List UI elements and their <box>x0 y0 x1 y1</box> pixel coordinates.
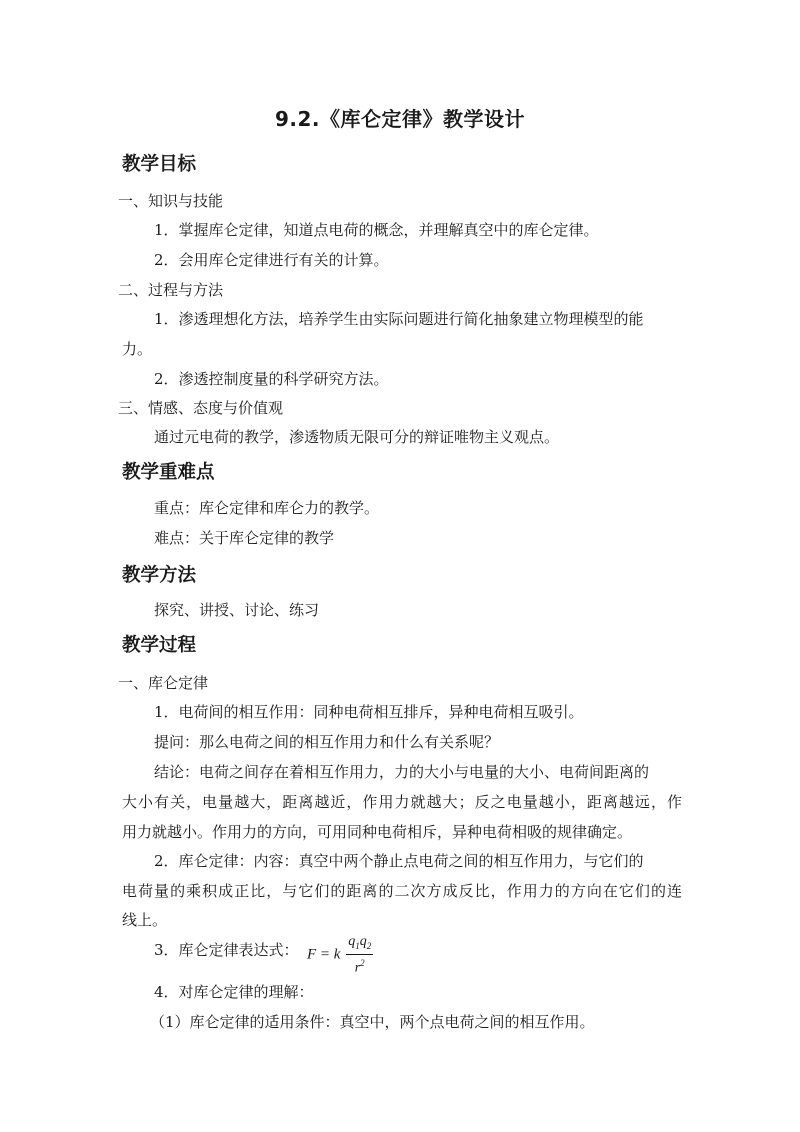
formula-lhs: F <box>307 946 317 963</box>
formula-fraction <box>346 934 373 976</box>
goals-item-2-1b: 力。 <box>122 340 153 358</box>
heading-process: 教学过程 <box>122 635 197 656</box>
process-p1: 1．电荷间的相互作用：同种电荷相互排斥，异种电荷相互吸引。 <box>154 703 584 721</box>
heading-keypoints: 教学重难点 <box>122 462 215 483</box>
document-title: 9.2.《库仑定律》教学设计 <box>274 107 526 131</box>
process-sub-coulomb: 一、库仑定律 <box>118 674 209 692</box>
num-q1: q <box>348 934 356 949</box>
process-p4: 4．对库仑定律的理解： <box>154 983 314 1001</box>
process-question: 提问：那么电荷之间的相互作用力和什么有关系呢？ <box>154 733 500 751</box>
process-p2-a: 2．库仑定律：内容：真空中两个静止点电荷之间的相互作用力，与它们的 <box>154 852 644 870</box>
goals-item-2-2: 2．渗透控制度量的科学研究方法。 <box>154 370 389 388</box>
num-q2: q <box>359 934 367 949</box>
process-p2-b: 电荷量的乘积成正比，与它们的距离的二次方成反比，作用力的方向在它们的连 <box>122 882 682 900</box>
keypoint-difficult: 难点：关于库仑定律的教学 <box>154 529 335 547</box>
goals-item-1-1: 1．掌握库仑定律，知道点电荷的概念，并理解真空中的库仑定律。 <box>154 221 599 239</box>
methods-text: 探究、讲授、讨论、练习 <box>154 601 320 619</box>
process-conclusion-a: 结论：电荷之间存在着相互作用力，力的大小与电量的大小、电荷间距离的 <box>154 763 650 781</box>
goals-sub-knowledge: 一、知识与技能 <box>118 192 224 210</box>
heading-methods: 教学方法 <box>122 565 197 586</box>
goals-item-1-2: 2．会用库仑定律进行有关的计算。 <box>154 251 389 269</box>
goals-item-2-1a: 1．渗透理想化方法，培养学生由实际问题进行简化抽象建立物理模型的能 <box>154 310 644 328</box>
goals-sub-process: 二、过程与方法 <box>118 281 224 299</box>
goals-sub-attitude: 三、情感、态度与价值观 <box>118 399 284 417</box>
heading-goals: 教学目标 <box>122 154 197 175</box>
process-p4-1: （1）库仑定律的适用条件：真空中，两个点电荷之间的相互作用。 <box>150 1013 595 1031</box>
process-conclusion-b: 大小有关，电量越大，距离越近，作用力就越大；反之电量越小，距离越远，作 <box>122 793 682 811</box>
formula-denominator <box>346 955 373 977</box>
num-sub1: 1 <box>355 940 360 951</box>
keypoint-key: 重点：库仑定律和库仑力的教学。 <box>154 499 380 517</box>
den-r: r <box>354 960 361 976</box>
formula-numerator <box>346 934 373 955</box>
formula-eq: = k <box>316 946 341 963</box>
process-conclusion-c: 用力就越小。作用力的方向，可用同种电荷相斥，异种电荷相吸的规律确定。 <box>122 823 633 841</box>
num-sub2: 2 <box>366 940 372 951</box>
coulomb-formula <box>307 934 373 976</box>
goals-item-3-1: 通过元电荷的教学，渗透物质无限可分的辩证唯物主义观点。 <box>154 428 560 446</box>
den-exp: 2 <box>360 957 365 968</box>
process-p3: 3．库仑定律表达式： <box>154 941 299 959</box>
process-p2-c: 线上。 <box>122 911 168 929</box>
